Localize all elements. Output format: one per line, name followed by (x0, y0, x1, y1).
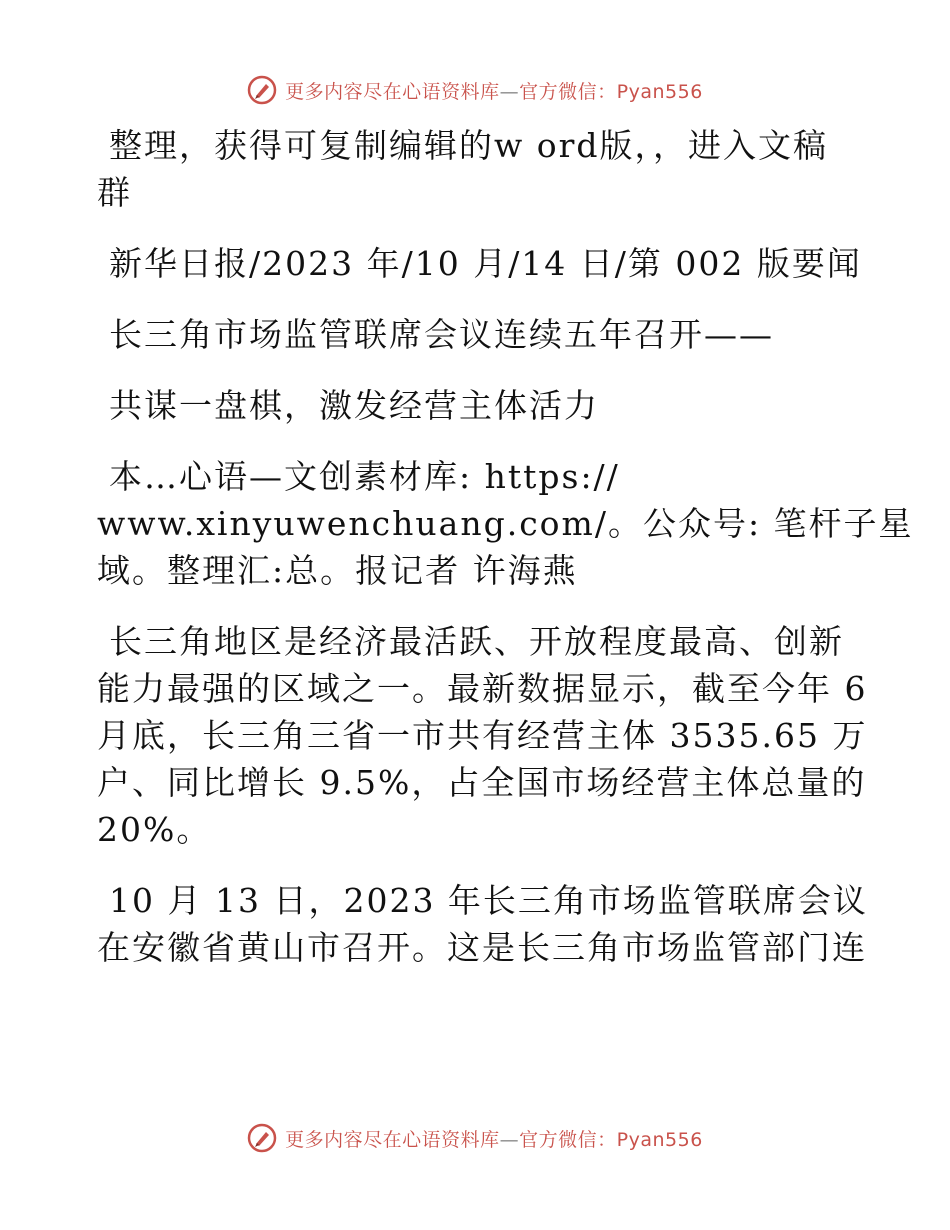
pen-logo-icon (247, 75, 277, 105)
text-line: 域。整理汇:总。报记者 许海燕 (97, 551, 578, 590)
text-line: 整理，获得可复制编辑的w ord版，，进入文稿 (109, 126, 829, 165)
paragraph-body-2 (97, 877, 868, 971)
watermark-separator: — (499, 80, 520, 103)
text-line: 群 (97, 173, 132, 212)
text-line: 本…心语—文创素材库: https:// (109, 457, 620, 496)
watermark-contact: 官方微信：Pyan556 (519, 1128, 703, 1151)
text-line: 在安徽省黄山市召开。这是长三角市场监管部门连 (97, 928, 867, 967)
paragraph-headline (97, 311, 857, 358)
text-line: 长三角地区是经济最活跃、开放程度最高、创新 (109, 622, 844, 661)
paragraph-subheadline (97, 382, 857, 429)
paragraph-byline (97, 453, 914, 594)
article-body (97, 122, 914, 995)
text-line: 新华日报/2023 年/10 月/14 日/第 002 版要闻 (109, 244, 862, 283)
watermark-contact: 官方微信：Pyan556 (519, 80, 703, 103)
watermark-text (285, 1125, 703, 1152)
watermark-site: 更多内容尽在心语资料库 (285, 1128, 500, 1151)
text-line: 长三角市场监管联席会议连续五年召开—— (109, 315, 774, 354)
text-line: www.xinyuwenchuang.com/。公众号: 笔杆子星 (97, 504, 914, 543)
footer-watermark (0, 1118, 950, 1158)
text-line: 10 月 13 日，2023 年长三角市场监管联席会议 (109, 881, 868, 920)
watermark-text (285, 77, 703, 104)
pen-logo-icon (247, 1123, 277, 1153)
text-line: 共谋一盘棋，激发经营主体活力 (109, 386, 599, 425)
header-watermark (0, 70, 950, 110)
watermark-separator: — (499, 1128, 520, 1151)
text-line: 月底，长三角三省一市共有经营主体 3535.65 万 (97, 716, 868, 755)
text-line: 能力最强的区域之一。最新数据显示，截至今年 6 (97, 669, 868, 708)
text-line: 20%。 (97, 810, 212, 849)
watermark-site: 更多内容尽在心语资料库 (285, 80, 500, 103)
paragraph-body-1 (97, 618, 868, 853)
paragraph-intro (97, 122, 857, 216)
text-line: 户、同比增长 9.5%，占全国市场经营主体总量的 (97, 763, 867, 802)
paragraph-source (97, 240, 862, 287)
